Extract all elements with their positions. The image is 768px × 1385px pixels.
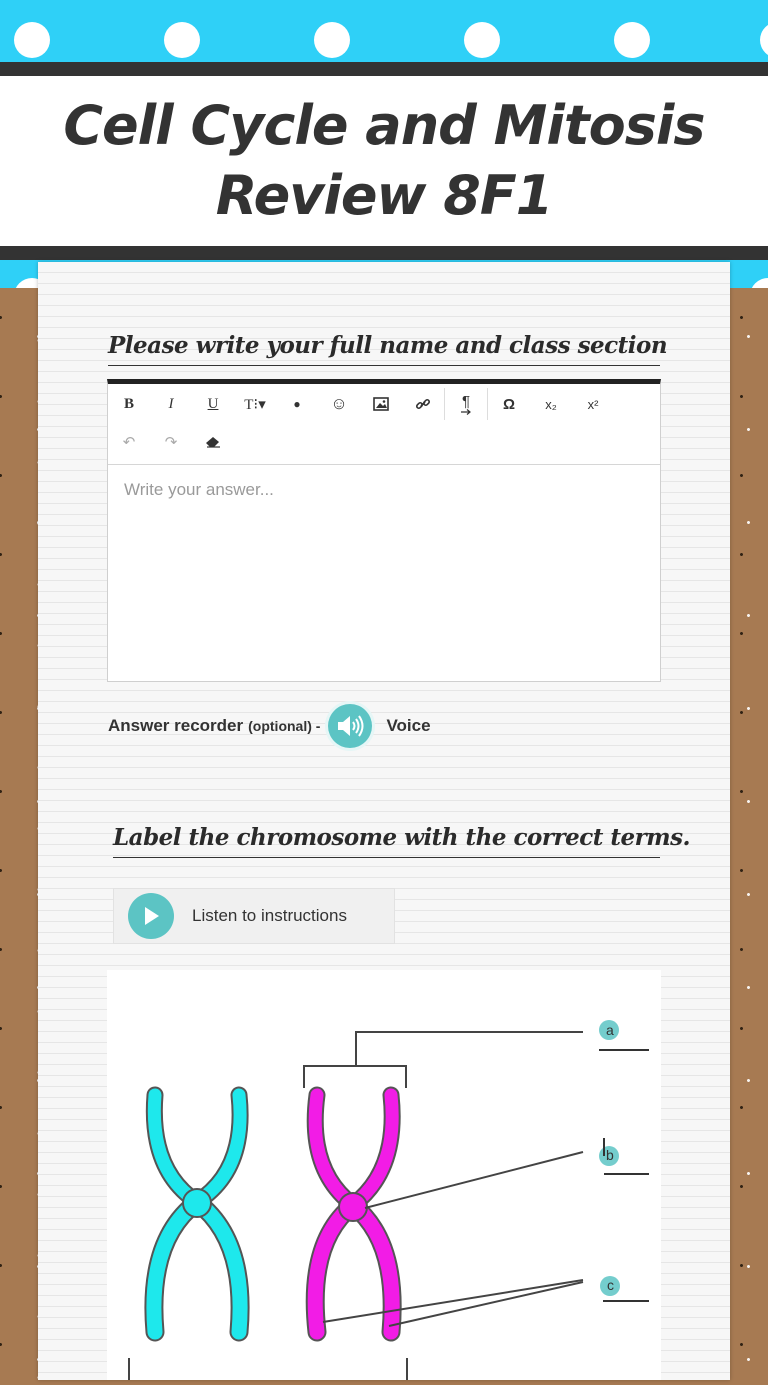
play-icon (128, 893, 174, 939)
underline-button[interactable]: U (207, 395, 219, 412)
undo-icon[interactable]: ↶ (122, 434, 136, 451)
italic-button[interactable]: I (168, 395, 174, 412)
polka-dot (464, 22, 500, 58)
voice-label: Voice (386, 716, 431, 735)
polka-dot (760, 22, 768, 58)
paragraph-glyph: ¶ (461, 392, 471, 410)
text-color-icon[interactable]: ● (293, 397, 301, 411)
speaker-icon (335, 713, 365, 739)
polka-dot (14, 22, 50, 58)
worksheet-paper (38, 262, 730, 1380)
page-title (63, 91, 704, 231)
clear-format-icon[interactable] (192, 426, 234, 458)
answer-recorder (108, 702, 431, 750)
bold-button[interactable]: B (123, 395, 134, 412)
answer-textarea[interactable]: Write your answer... (124, 480, 274, 499)
paragraph-direction-icon[interactable] (445, 388, 487, 420)
polka-dot (314, 22, 350, 58)
answer-editor (107, 379, 661, 682)
redo-icon[interactable]: ↷ (164, 434, 178, 451)
label-a: a (606, 1022, 614, 1038)
recorder-optional-label: (optional) - (248, 718, 321, 734)
listen-instructions-button[interactable] (113, 888, 395, 944)
label-b: b (606, 1147, 614, 1163)
title-banner (0, 62, 768, 260)
page-title-line2: Review 8F1 (215, 164, 553, 227)
question1-title: Please write your full name and class section (108, 332, 660, 366)
text-size-dropdown[interactable]: T⁝▾ (244, 396, 266, 413)
polka-dot (614, 22, 650, 58)
top-polka-band (0, 0, 768, 62)
chromosome-diagram (107, 970, 661, 1380)
emoji-icon[interactable]: ☺ (330, 394, 348, 413)
listen-instructions-label: Listen to instructions (192, 906, 347, 925)
label-c: c (607, 1277, 614, 1293)
polka-dot (164, 22, 200, 58)
special-characters-icon[interactable]: Ω (502, 395, 516, 413)
editor-toolbar (108, 384, 660, 465)
recorder-label: Answer recorder (108, 716, 244, 735)
polka-dot (750, 278, 768, 288)
chromosome-image (107, 970, 661, 1380)
subscript-button[interactable]: x₂ (545, 396, 557, 412)
link-icon[interactable] (402, 388, 444, 420)
image-icon[interactable] (360, 388, 402, 420)
question2-title: Label the chromosome with the correct terms. (113, 824, 660, 858)
voice-record-button[interactable] (328, 704, 372, 748)
page-title-line1: Cell Cycle and Mitosis (63, 93, 705, 157)
superscript-button[interactable]: x² (587, 396, 599, 412)
